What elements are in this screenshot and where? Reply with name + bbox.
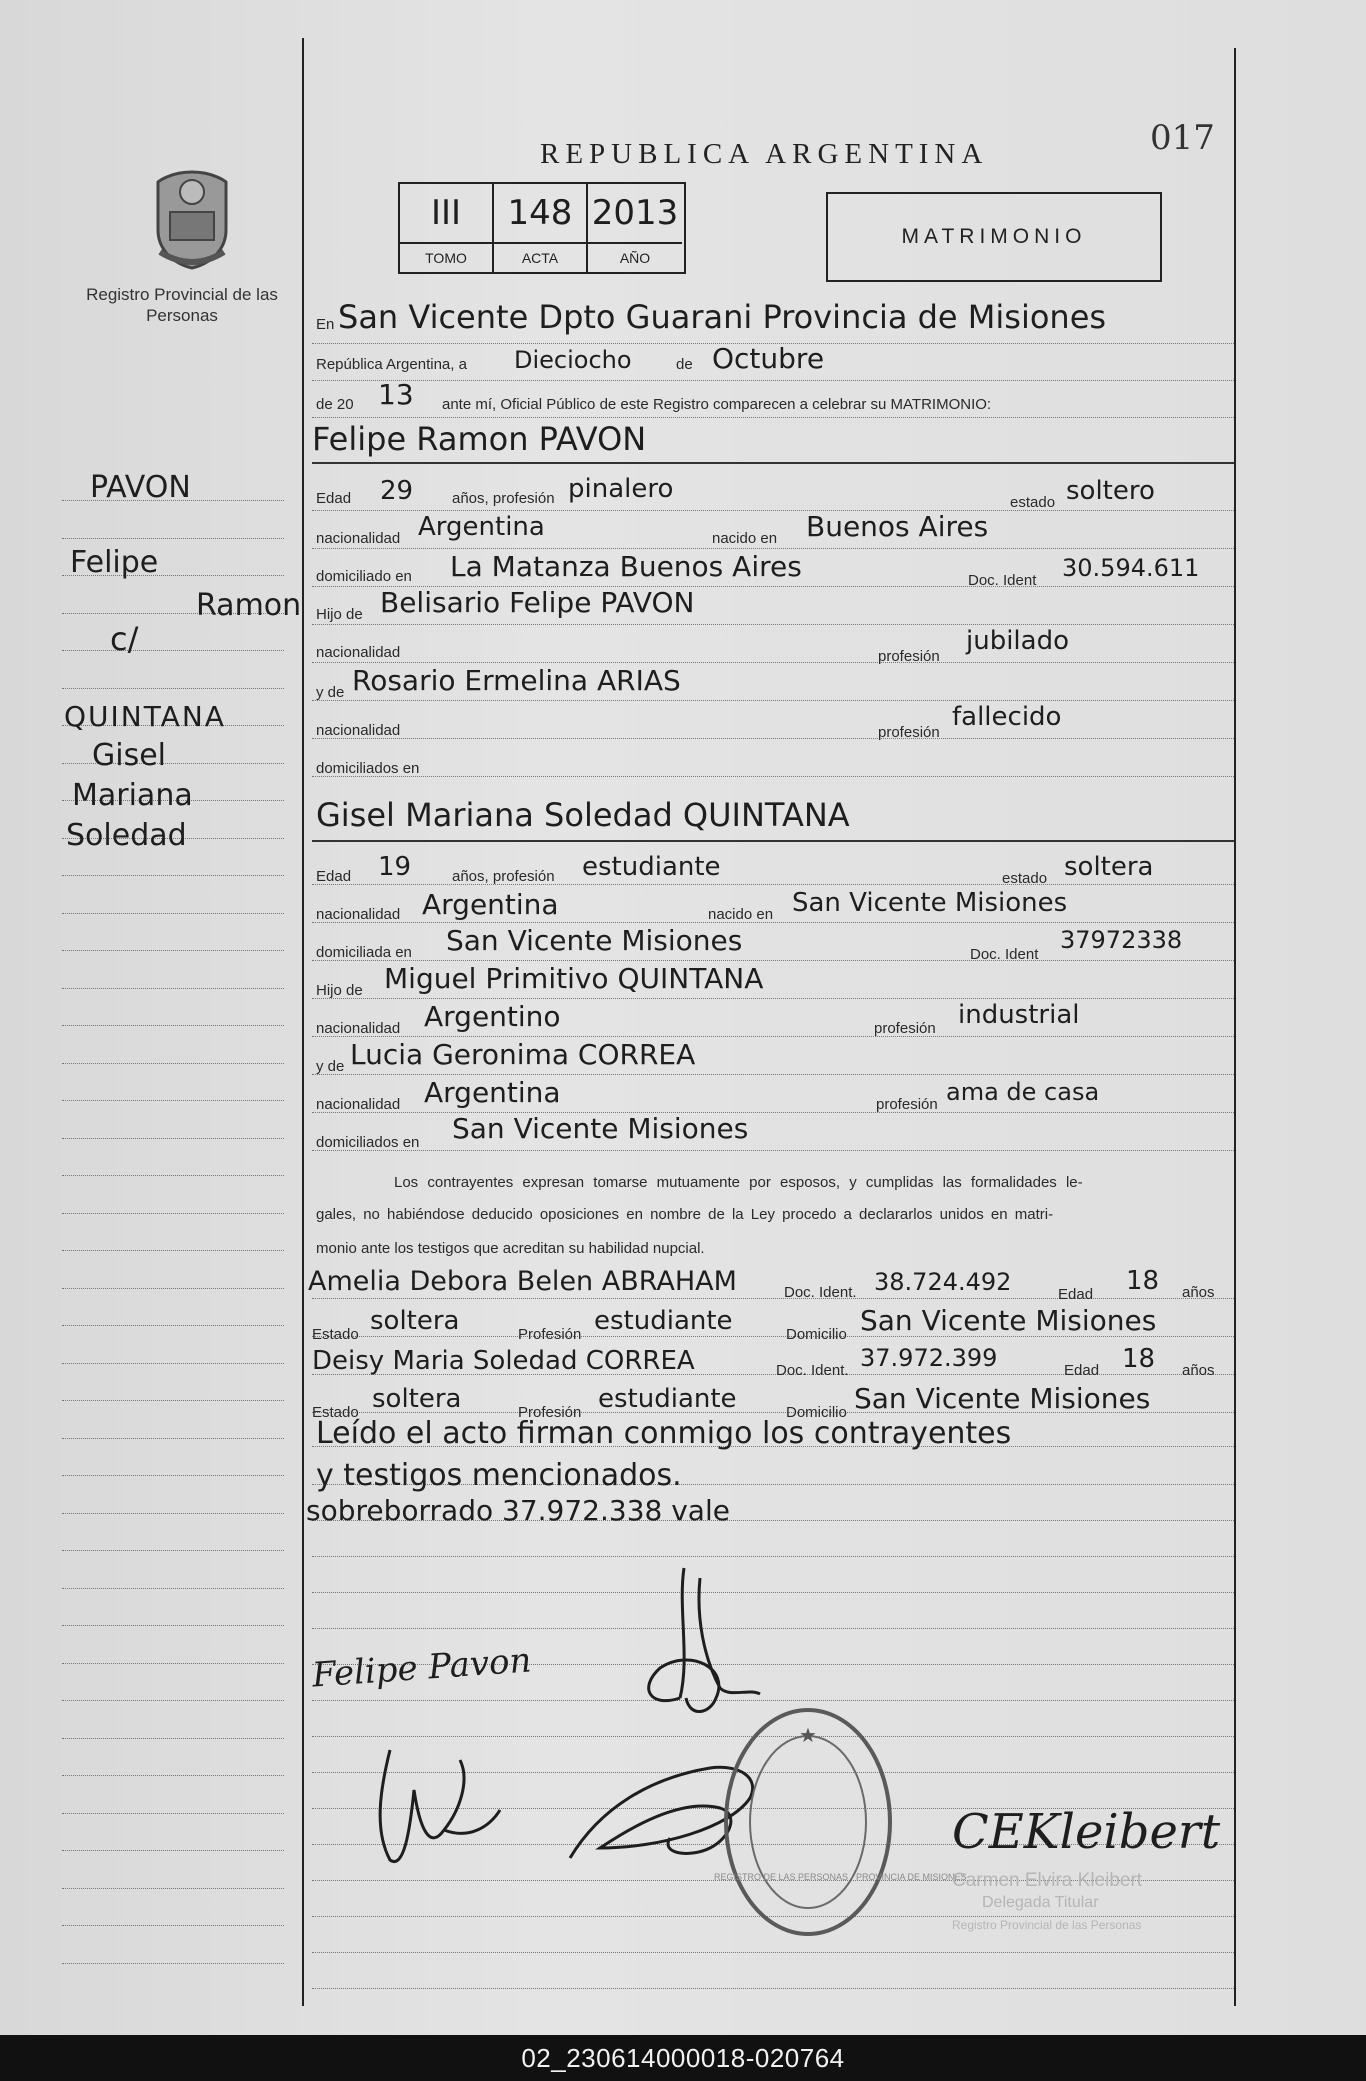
groom-mother-label: y de [316, 684, 345, 701]
witness-1-edad-label: Edad [1058, 1286, 1094, 1303]
official-signature: CEKleibert [952, 1804, 1221, 1860]
margin-rule-line [62, 650, 284, 651]
groom-father-label: Hijo de [316, 606, 363, 623]
margin-rule-line [62, 1850, 284, 1851]
tomo-label: TOMO [400, 242, 494, 272]
line [312, 510, 1234, 511]
margin-bride-third: Soledad [66, 818, 187, 853]
bride-nationality: Argentina [422, 888, 559, 921]
bride-anos-label: años, profesión [452, 868, 555, 885]
witness-1-signature [360, 1730, 510, 1880]
groom-father-prof: jubilado [966, 626, 1069, 656]
margin-rule-line [62, 1025, 284, 1026]
line [312, 417, 1234, 418]
line [312, 662, 1234, 663]
margin-rule-line [62, 1738, 284, 1739]
line [312, 1036, 1234, 1037]
groom-parents-dom-label: domiciliados en [316, 760, 420, 777]
provincial-emblem [140, 168, 244, 272]
file-id-footer: 02_230614000018-020764 [0, 2035, 1366, 2081]
margin-rule-line [62, 1400, 284, 1401]
margin-rule-line [62, 950, 284, 951]
line [312, 1952, 1234, 1953]
witness-2-doc-label: Doc. Ident. [776, 1362, 849, 1379]
margin-rule-line [62, 538, 284, 539]
witness-1-name: Amelia Debora Belen ABRAHAM [308, 1266, 737, 1297]
bride-nat-label: nacionalidad [316, 906, 401, 923]
groom-domicile: La Matanza Buenos Aires [450, 550, 802, 583]
margin-rule-line [62, 1888, 284, 1889]
witness-2-estado: soltera [372, 1384, 462, 1414]
place: San Vicente Dpto Guarani Provincia de Misiones [338, 298, 1107, 336]
year: 13 [378, 378, 414, 411]
margin-rule-line [62, 1550, 284, 1551]
groom-mother-nat-label: nacionalidad [316, 722, 401, 739]
declaration-line-2: gales, no habiéndose deducido oposiciones en nombre de la Ley procedo a declararlos unidos en matri- [316, 1206, 1054, 1223]
declaration-line-3: monio ante los testigos que acreditan su habilidad nupcial. [316, 1240, 705, 1257]
margin-rule-line [62, 1363, 284, 1364]
declaration-line-1: Los contrayentes expresan tomarse mutuamente por esposos, y cumplidas las formalidades le- [394, 1174, 1083, 1191]
margin-rule-line [62, 1588, 284, 1589]
groom-estado: soltero [1066, 476, 1155, 506]
witness-2-name: Deisy Maria Soledad CORREA [312, 1346, 695, 1376]
line [312, 840, 1234, 842]
witness-1-estado-label: Estado [312, 1326, 359, 1343]
groom-mother-prof-label: profesión [878, 724, 940, 741]
bride-parents-dom-label: domiciliados en [316, 1134, 420, 1151]
margin-rule-line [62, 1475, 284, 1476]
bride-estado-label: estado [1002, 870, 1048, 887]
closing-line-1: Leído el acto firman conmigo los contrayentes [316, 1416, 1012, 1451]
margin-rule-line [62, 875, 284, 876]
witness-2-edad-label: Edad [1064, 1362, 1100, 1379]
margin-rule-line [62, 1100, 284, 1101]
groom-father-prof-label: profesión [878, 648, 940, 665]
en-label: En [316, 316, 335, 333]
tomo-value: III [400, 184, 494, 242]
margin-rule-line [62, 1138, 284, 1139]
witness-2-domicile: San Vicente Misiones [854, 1382, 1151, 1415]
republica-label: República Argentina, a [316, 356, 467, 373]
margin-rule-line [62, 1063, 284, 1064]
margin-rule [302, 38, 304, 2006]
bride-age: 19 [378, 852, 412, 882]
line [312, 1556, 1234, 1557]
margin-rule-line [62, 1963, 284, 1964]
bride-father-nat-label: nacionalidad [316, 1020, 401, 1037]
margin-bride-surname: QUINTANA [64, 700, 226, 733]
witness-2-age: 18 [1122, 1344, 1156, 1374]
groom-name: Felipe Ramon PAVON [312, 420, 647, 458]
margin-rule-line [62, 1175, 284, 1176]
ano-label: AÑO [588, 242, 682, 272]
margin-rule-line [62, 1700, 284, 1701]
line [312, 1298, 1234, 1299]
bride-father-prof: industrial [958, 1000, 1080, 1030]
margin-bride-first: Gisel [92, 738, 167, 773]
margin-groom-second: Ramon [196, 588, 302, 623]
groom-edad-label: Edad [316, 490, 352, 507]
official-stamp-name: Carmen Elvira Kleibert [952, 1870, 1143, 1891]
witness-1-doc-label: Doc. Ident. [784, 1284, 857, 1301]
groom-nacido-label: nacido en [712, 530, 778, 547]
margin-rule-line [62, 1250, 284, 1251]
line [312, 700, 1234, 701]
margin-rule-line [62, 1288, 284, 1289]
groom-nat-label: nacionalidad [316, 530, 401, 547]
margin-rule-line [62, 1813, 284, 1814]
bride-father-prof-label: profesión [874, 1020, 936, 1037]
groom-profession: pinalero [568, 474, 674, 504]
bride-father-nat: Argentino [424, 1000, 561, 1033]
groom-doc-label: Doc. Ident [968, 572, 1037, 589]
witness-2-profesion-label: Profesión [518, 1404, 582, 1421]
line [312, 624, 1234, 625]
line [312, 1150, 1234, 1151]
official-stamp-office: Registro Provincial de las Personas [952, 1918, 1142, 1932]
page-number: 017 [1150, 118, 1215, 158]
year-prefix: de 20 [316, 396, 354, 413]
stamp-text: REGISTRO DE LAS PERSONAS · PROVINCIA DE MISIONES [714, 1872, 967, 1882]
line [312, 1700, 1234, 1701]
margin-bride-second: Mariana [72, 778, 193, 813]
country-title: REPUBLICA ARGENTINA [540, 138, 989, 170]
witness-1-estado: soltera [370, 1306, 460, 1336]
margin-groom-first: Felipe [70, 545, 159, 580]
line [312, 548, 1234, 549]
bride-name: Gisel Mariana Soledad QUINTANA [316, 796, 850, 834]
line [312, 884, 1234, 885]
de-label: de [676, 356, 693, 373]
bride-mother-label: y de [316, 1058, 345, 1075]
bride-nacido-label: nacido en [708, 906, 774, 923]
bride-parents-dom: San Vicente Misiones [452, 1112, 749, 1145]
groom-father-nat-label: nacionalidad [316, 644, 401, 661]
witness-2-anos-label: años [1182, 1362, 1215, 1379]
line [312, 1988, 1234, 1989]
day: Dieciocho [514, 346, 632, 374]
witness-1-profesion-label: Profesión [518, 1326, 582, 1343]
witness-1-doc: 38.724.492 [874, 1268, 1012, 1296]
official-stamp-title: Delegada Titular [982, 1894, 1099, 1911]
line [312, 960, 1234, 961]
bride-estado: soltera [1064, 852, 1154, 882]
witness-1-domicile: San Vicente Misiones [860, 1304, 1157, 1337]
bride-mother-prof-label: profesión [876, 1096, 938, 1113]
bride-signature [620, 1548, 770, 1728]
margin-rule-line [62, 1775, 284, 1776]
margin-rule-line [62, 1625, 284, 1626]
closing-line-3: sobreborrado 37.972.338 vale [306, 1494, 730, 1527]
witness-1-anos-label: años [1182, 1284, 1215, 1301]
tomo-acta-ano-box [398, 182, 686, 274]
margin-rule-line [62, 1663, 284, 1664]
margin-rule-line [62, 913, 284, 914]
line [312, 1628, 1234, 1629]
groom-mother: Rosario Ermelina ARIAS [352, 664, 681, 697]
margin-rule-line [62, 988, 284, 989]
groom-anos-label: años, profesión [452, 490, 555, 507]
line [312, 776, 1234, 777]
groom-dom-label: domiciliado en [316, 568, 412, 585]
margin-rule-line [62, 1438, 284, 1439]
margin-rule-line [62, 1513, 284, 1514]
witness-1-domicilio-label: Domicilio [786, 1326, 847, 1343]
bride-mother: Lucia Geronima CORREA [350, 1038, 696, 1071]
groom-father: Belisario Felipe PAVON [380, 586, 695, 619]
groom-estado-label: estado [1010, 494, 1056, 511]
margin-rule-line [62, 1325, 284, 1326]
bride-birthplace: San Vicente Misiones [792, 888, 1068, 918]
svg-text:★: ★ [799, 1725, 817, 1747]
witness-1-age: 18 [1126, 1266, 1160, 1296]
groom-doc: 30.594.611 [1062, 554, 1200, 582]
witness-2-profession: estudiante [598, 1384, 737, 1414]
acta-label: ACTA [494, 242, 588, 272]
ante-text: ante mí, Oficial Público de este Registro comparecen a celebrar su MATRIMONIO: [442, 396, 992, 413]
bride-father: Miguel Primitivo QUINTANA [384, 962, 764, 995]
right-rule [1234, 48, 1236, 2006]
bride-father-label: Hijo de [316, 982, 363, 999]
closing-line-2: y testigos mencionados. [316, 1458, 682, 1493]
margin-rule-line [62, 688, 284, 689]
bride-mother-prof: ama de casa [946, 1078, 1100, 1106]
line [312, 998, 1234, 999]
registry-name: Registro Provincial de las Personas [86, 285, 278, 325]
line [312, 462, 1234, 464]
document-type-box: MATRIMONIO [826, 192, 1162, 282]
bride-edad-label: Edad [316, 868, 352, 885]
month: Octubre [712, 342, 825, 375]
witness-2-domicilio-label: Domicilio [786, 1404, 847, 1421]
line [312, 1592, 1234, 1593]
line [312, 1074, 1234, 1075]
groom-birthplace: Buenos Aires [806, 510, 989, 543]
bride-mother-nat-label: nacionalidad [316, 1096, 401, 1113]
witness-2-doc: 37.972.399 [860, 1344, 998, 1372]
acta-value: 148 [494, 184, 588, 242]
ano-value: 2013 [591, 193, 679, 233]
line [312, 1112, 1234, 1113]
margin-groom-surname: PAVON [90, 470, 191, 505]
groom-age: 29 [380, 476, 414, 506]
line [312, 738, 1234, 739]
bride-profession: estudiante [582, 852, 721, 882]
groom-mother-prof: fallecido [952, 702, 1062, 732]
margin-conj: c/ [110, 620, 139, 658]
line [312, 380, 1234, 381]
witness-2-estado-label: Estado [312, 1404, 359, 1421]
groom-nationality: Argentina [418, 512, 545, 542]
bride-dom-label: domiciliada en [316, 944, 412, 961]
groom-signature: Felipe Pavon [310, 1640, 533, 1696]
bride-mother-nat: Argentina [424, 1076, 561, 1109]
bride-doc: 37972338 [1060, 926, 1183, 954]
margin-rule-line [62, 1925, 284, 1926]
margin-rule-line [62, 1213, 284, 1214]
bride-doc-label: Doc. Ident [970, 946, 1039, 963]
bride-domicile: San Vicente Misiones [446, 924, 743, 957]
witness-1-profession: estudiante [594, 1306, 733, 1336]
official-round-stamp [718, 1702, 898, 1942]
